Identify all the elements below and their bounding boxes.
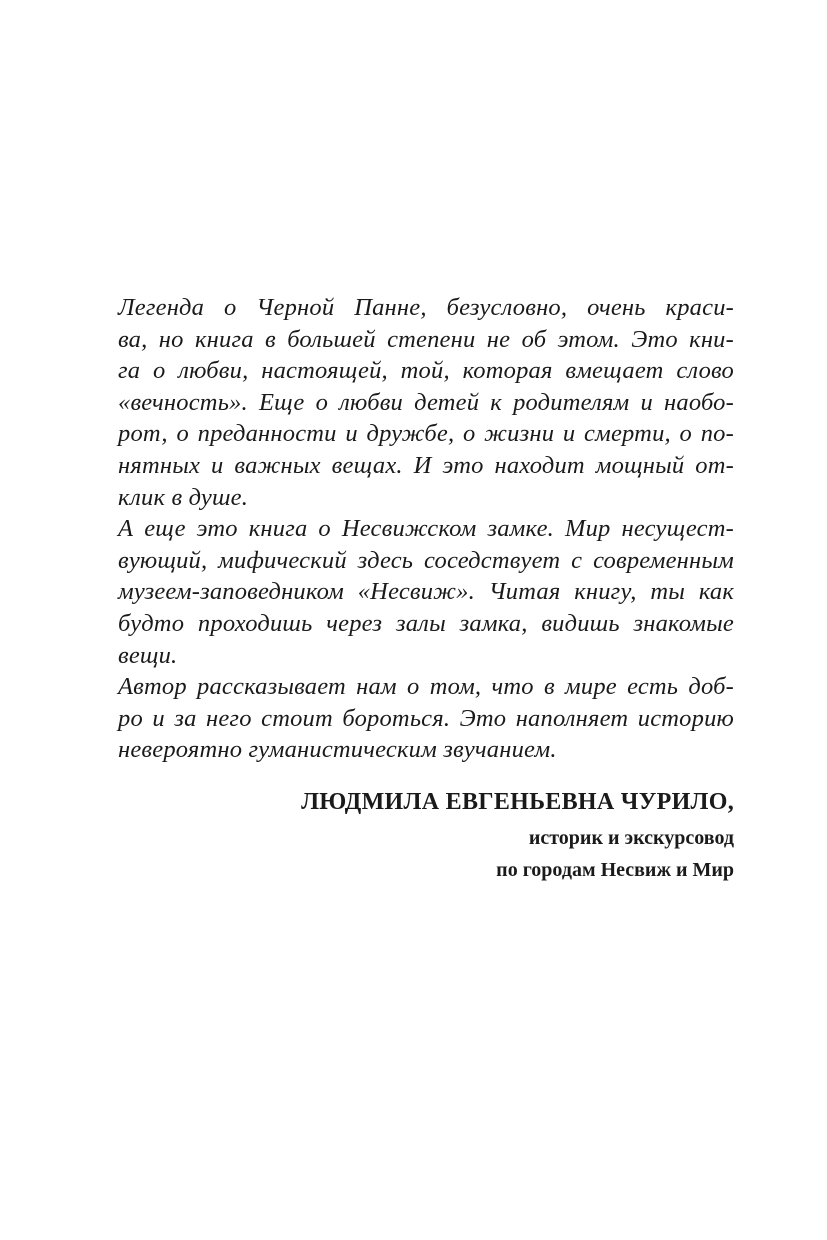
- author-signature: [301, 782, 734, 886]
- text-line: га о любви, настоящей, той, которая вмещает слово: [118, 357, 734, 385]
- text-line: Легенда о Черной Панне, безусловно, очень краси-: [118, 294, 734, 321]
- text-line: будто проходишь через залы замка, видишь знакомые: [118, 609, 734, 637]
- text-line: «вечность». Еще о любви детей к родителям и наобо-: [118, 388, 734, 416]
- author-role-location: по городам Несвиж и Мир: [496, 859, 734, 881]
- text-line: невероятно гуманистическим звучанием.: [118, 736, 557, 764]
- text-line: вующий, мифический здесь соседствует с современным: [118, 546, 734, 574]
- text-line: клик в душе.: [118, 483, 249, 511]
- text-line: ва, но книга в большей степени не об этом. Это кни-: [118, 325, 734, 353]
- text-line: ро и за него стоит бороться. Это наполняет историю: [118, 704, 734, 732]
- text-line: А еще это книга о Несвижском замке. Мир несущест-: [118, 515, 734, 543]
- author-name: ЛЮДМИЛА ЕВГЕНЬЕВНА ЧУРИЛО,: [301, 789, 734, 815]
- text-line: музеем-заповедником «Несвиж». Читая книгу, ты как: [118, 578, 734, 606]
- text-line: вещи.: [118, 641, 178, 669]
- text-line: Автор рассказывает нам о том, что в мире есть доб-: [118, 673, 734, 701]
- author-role: историк и экскурсовод: [528, 827, 734, 849]
- text-line: нятных и важных вещах. И это находит мощный от-: [118, 451, 734, 479]
- testimonial-text: [118, 292, 734, 766]
- text-line: рот, о преданности и дружбе, о жизни и смерти, о по-: [118, 420, 734, 448]
